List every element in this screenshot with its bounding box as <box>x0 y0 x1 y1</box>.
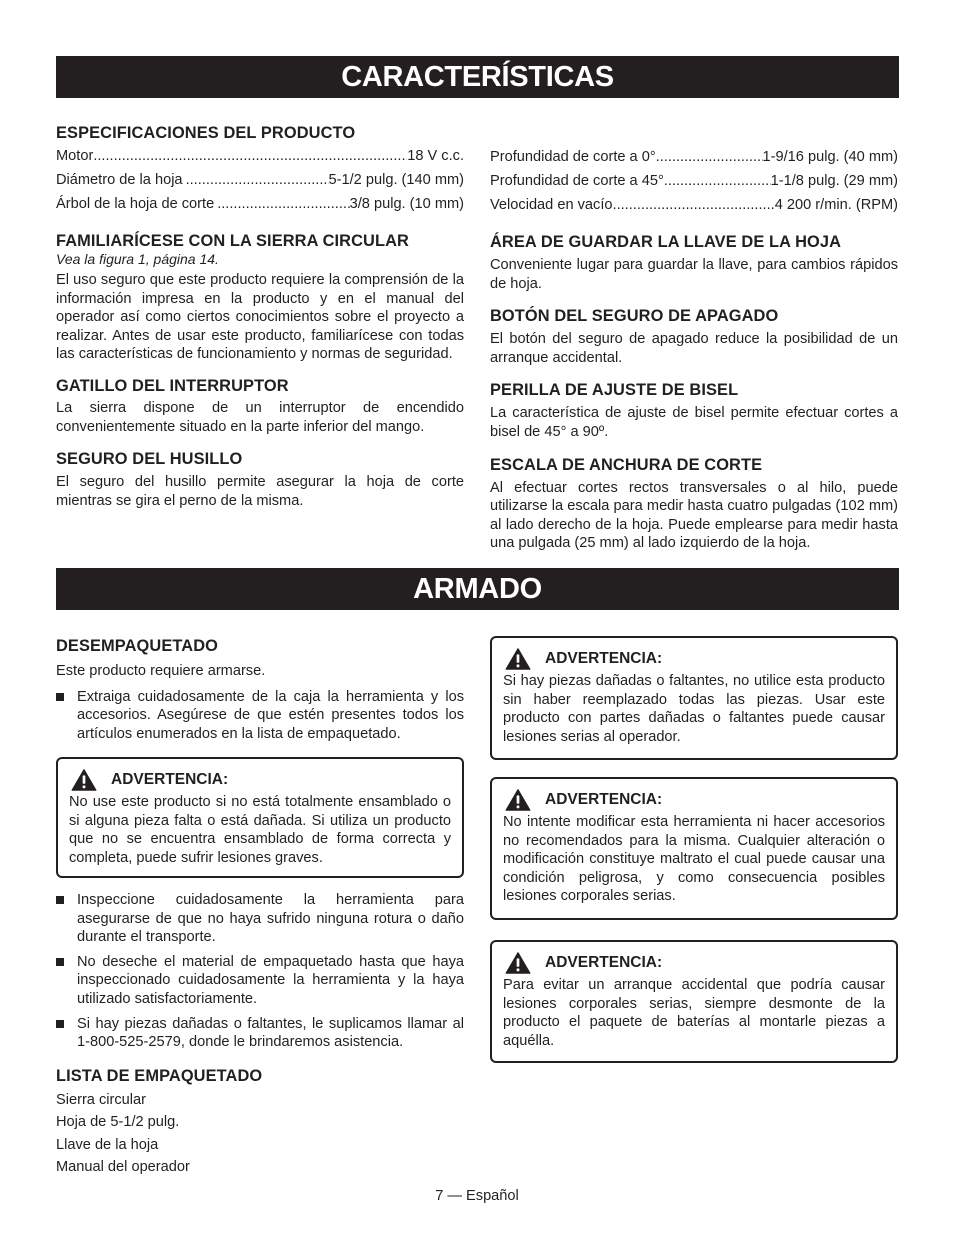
warning-text: Si hay piezas dañadas o faltantes, no utilice esta producto sin haber reemplazado todas las piezas. Usar este producto con partes dañadas o faltantes puede causar lesiones serias al operador. <box>503 673 885 745</box>
armado-left-column <box>56 636 464 743</box>
warning-label: ADVERTENCIA: <box>111 770 229 788</box>
spec-diametro: Diámetro de la hoja ..... 5-1/2 pulg. (140 mm) <box>56 168 464 192</box>
lista-empaquetado <box>56 1089 464 1179</box>
perilla-text: La característica de ajuste de bisel permite efectuar cortes a bisel de 45° a 90º. <box>490 405 898 440</box>
familiaricese-text: El uso seguro que este producto requiere la comprensión de la información impresa en la producto y en el manual del operador así como ciertos conocimientos sobre el proyecto a realizar. Antes de usar este producto, familiarícese con todas las características de funcionamiento y normas de seguridad. <box>56 272 464 363</box>
caracteristicas-left-column <box>56 123 464 510</box>
list-item: Inspeccione cuidadosamente la herramienta para asegurarse de que no haya sufrido ninguna rotura o daño durante el transporte. <box>56 891 464 947</box>
list-item: Manual del operador <box>56 1159 190 1176</box>
armado-banner: ARMADO <box>56 568 899 610</box>
warning-triangle-icon <box>503 648 533 670</box>
warning-label: ADVERTENCIA: <box>545 953 663 971</box>
armado-bullets <box>56 891 464 1179</box>
lista-empaquetado-heading: LISTA DE EMPAQUETADO <box>56 1066 263 1085</box>
spec-arbol: Árbol de la hoja de corte ..... 3/8 pulg. (10 mm) <box>56 192 464 216</box>
area-llave-text: Conveniente lugar para guardar la llave, para cambios rápidos de hoja. <box>490 257 898 292</box>
list-item: Extraiga cuidadosamente de la caja la herramienta y los accesorios. Asegúrese de que estén presentes todos los artículos enumerados en la lista de empaquetado. <box>56 688 464 744</box>
specs-heading: ESPECIFICACIONES DEL PRODUCTO <box>56 124 356 142</box>
gatillo-heading: GATILLO DEL INTERRUPTOR <box>56 376 289 395</box>
warning-triangle-icon <box>69 769 99 791</box>
area-llave-heading: ÁREA DE GUARDAR LA LLAVE DE LA HOJA <box>490 233 842 251</box>
spec-profundidad-0: Profundidad de corte a 0° ..... 1-9/16 pulg. (40 mm) <box>490 145 898 169</box>
warning-text: No use este producto si no está totalmente ensamblado o si alguna pieza falta o está dañada. Si utiliza un producto que no se encuentra ensamblado de forma correcta y completa, puede sufrir lesiones graves. <box>69 794 451 866</box>
warning-box-modificar <box>490 777 898 920</box>
caracteristicas-right-column <box>490 145 898 553</box>
boton-seguro-heading: BOTÓN DEL SEGURO DE APAGADO <box>490 307 779 326</box>
desempaquetado-intro: Este producto requiere armarse. <box>56 663 266 679</box>
spec-velocidad: Velocidad en vacío ..... 4 200 r/min. (RPM) <box>490 193 898 217</box>
list-item: Hoja de 5-1/2 pulg. <box>56 1114 180 1131</box>
list-item: Si hay piezas dañadas o faltantes, le suplicamos llamar al 1-800-525-2579, donde le brindaremos asistencia. <box>56 1015 464 1052</box>
page-footer: 7 — Español <box>435 1188 519 1204</box>
list-item: No deseche el material de empaquetado hasta que haya inspeccionado cuidadosamente la herramienta y la haya utilizado satisfactoriamente. <box>56 953 464 1009</box>
gatillo-text: La sierra dispone de un interruptor de encendido convenientemente situado en la parte inferior del mango. <box>56 399 464 435</box>
list-item: Llave de la hoja <box>56 1136 159 1153</box>
perilla-heading: PERILLA DE AJUSTE DE BISEL <box>490 381 739 400</box>
desempaquetado-heading: DESEMPAQUETADO <box>56 637 218 655</box>
figure-reference: Vea la figura 1, página 14. <box>56 251 219 267</box>
escala-heading: ESCALA DE ANCHURA DE CORTE <box>490 455 763 474</box>
boton-seguro-text: El botón del seguro de apagado reduce la posibilidad de un arranque accidental. <box>490 331 898 366</box>
spec-motor: Motor ..... 18 V c.c. <box>56 144 464 168</box>
warning-box-baterias <box>490 940 898 1063</box>
warning-text: Para evitar un arranque accidental que podría causar lesiones corporales serias, siempre desmonte de la producto el paquete de baterías al montarle piezas a aquélla. <box>503 977 885 1049</box>
escala-text: Al efectuar cortes rectos transversales o al hilo, puede utilizarse la escala para medir hasta cuatro pulgadas (102 mm) al lado derecho de la hoja. Puede emplearse para medir hasta una pulgada (25 mm) al lado izquierdo de la hoja. <box>490 479 898 552</box>
list-item: Sierra circular <box>56 1091 147 1108</box>
familiaricese-heading: FAMILIARÍCESE CON LA SIERRA CIRCULAR <box>56 232 409 250</box>
caracteristicas-banner: CARACTERÍSTICAS <box>56 56 899 98</box>
spec-profundidad-45: Profundidad de corte a 45° ..... 1-1/8 pulg. (29 mm) <box>490 169 898 193</box>
husillo-heading: SEGURO DEL HUSILLO <box>56 450 243 469</box>
husillo-text: El seguro del husillo permite asegurar la hoja de corte mientras se gira el perno de la misma. <box>56 474 464 509</box>
warning-triangle-icon <box>503 789 533 811</box>
warning-box-ensamblado <box>56 757 464 878</box>
warning-text: No intente modificar esta herramienta ni hacer accesorios no recomendados para la misma. Cualquier alteración o modificación constituye maltrato el cual puede causar una condición peligrosa, y como consecuencia posibles lesiones corporales serias. <box>503 814 885 905</box>
warning-box-piezas <box>490 636 898 760</box>
warning-label: ADVERTENCIA: <box>545 649 663 667</box>
warning-triangle-icon <box>503 952 533 974</box>
warning-label: ADVERTENCIA: <box>545 790 663 808</box>
